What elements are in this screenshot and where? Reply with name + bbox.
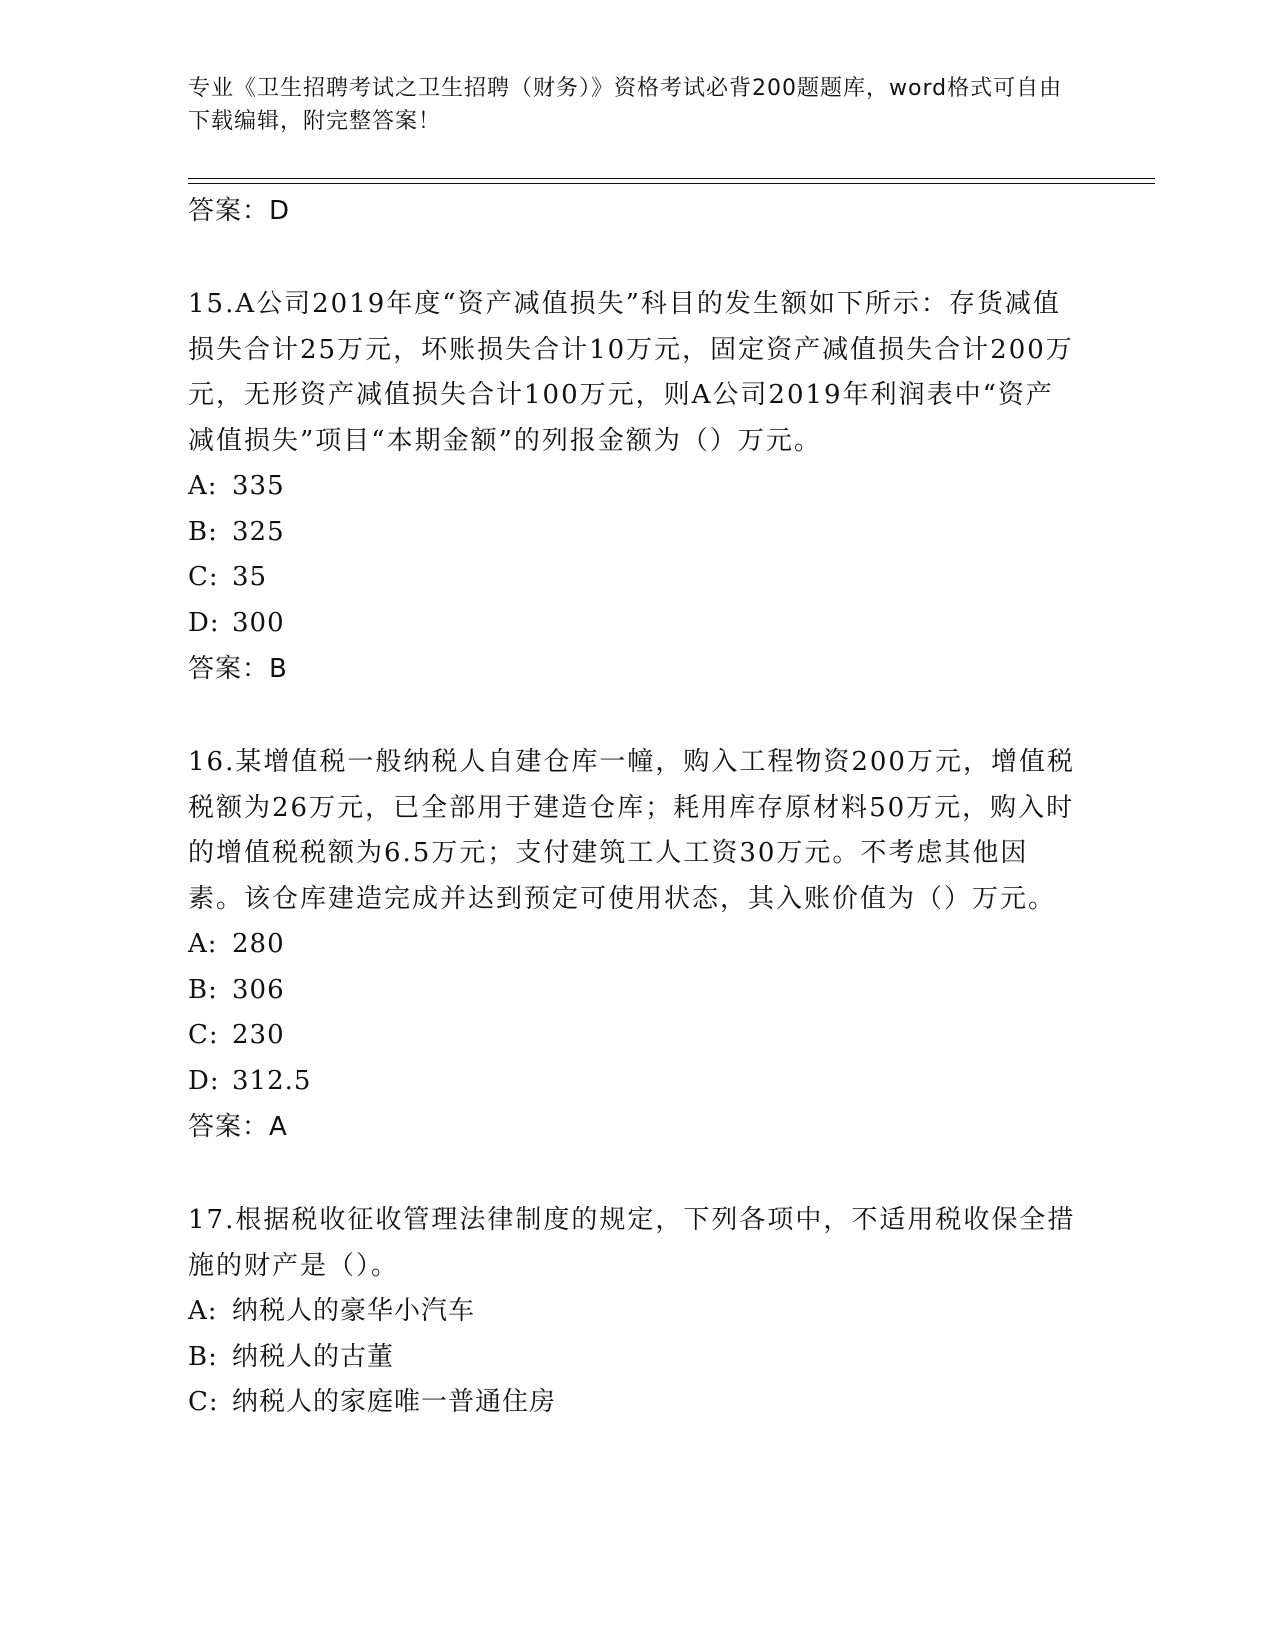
option-b [188,510,1088,556]
option-letter: C: [188,1387,219,1417]
option-b [188,968,1088,1014]
option-a [188,922,1088,968]
option-letter: B: [188,1341,218,1372]
option-text: 纳税人的古董 [232,1341,395,1372]
option-text: 纳税人的豪华小汽车 [232,1296,476,1326]
question-16 [188,740,1088,1150]
option-letter: C: [188,562,219,592]
document-body [188,188,1088,1426]
option-text: 335 [232,471,285,501]
option-text: 325 [232,516,285,547]
option-letter: B: [188,516,218,547]
option-text: 230 [232,1020,285,1050]
option-letter: B: [188,974,218,1005]
option-b [188,1335,1088,1381]
option-letter: D: [188,1065,220,1096]
option-a [188,1289,1088,1335]
option-c [188,1013,1088,1059]
question-text: 17.根据税收征收管理法律制度的规定，下列各项中，不适用税收保全措施的财产是（）。 [188,1205,1076,1281]
option-text: 纳税人的家庭唯一普通住房 [232,1387,557,1417]
option-c [188,555,1088,601]
question-15 [188,282,1088,692]
question-text: 15.A公司2019年度“资产减值损失”科目的发生额如下所示：存货减值损失合计25万元，坏账损失合计10万元，固定资产减值损失合计200万元，无形资产减值损失合计100万元，则A公司2019年利润表中“资产减值损失”项目“本期金额”的列报金额为（）万元。 [188,289,1074,456]
option-letter: C: [188,1020,219,1050]
question-text: 16.某增值税一般纳税人自建仓库一幢，购入工程物资200万元，增值税税额为26万元，已全部用于建造仓库；耗用库存原材料50万元，购入时的增值税税额为6.5万元；支付建筑工人工资30万元。不考虑其他因素。该仓库建造完成并达到预定可使用状态，其入账价值为（）万元。 [188,747,1075,914]
option-letter: A: [188,1296,218,1326]
option-d [188,1059,1088,1105]
option-text: 35 [232,562,268,592]
option-letter: D: [188,607,220,638]
option-text: 280 [232,929,285,959]
header-divider-bottom [188,183,1155,184]
answer-line-q14: 答案：D [188,196,291,226]
answer-line: 答案：B [188,654,288,684]
document-header: 专业《卫生招聘考试之卫生招聘（财务）》资格考试必背200题题库，word格式可自由下载编辑，附完整答案！ [188,76,1063,134]
option-c [188,1380,1088,1426]
header-divider-top [188,178,1155,179]
option-letter: A: [188,929,218,959]
option-text: 306 [232,974,285,1005]
option-text: 300 [232,607,285,638]
question-17 [188,1198,1088,1426]
option-letter: A: [188,471,218,501]
option-a [188,464,1088,510]
answer-line: 答案：A [188,1112,288,1142]
option-d [188,601,1088,647]
option-text: 312.5 [232,1065,312,1096]
